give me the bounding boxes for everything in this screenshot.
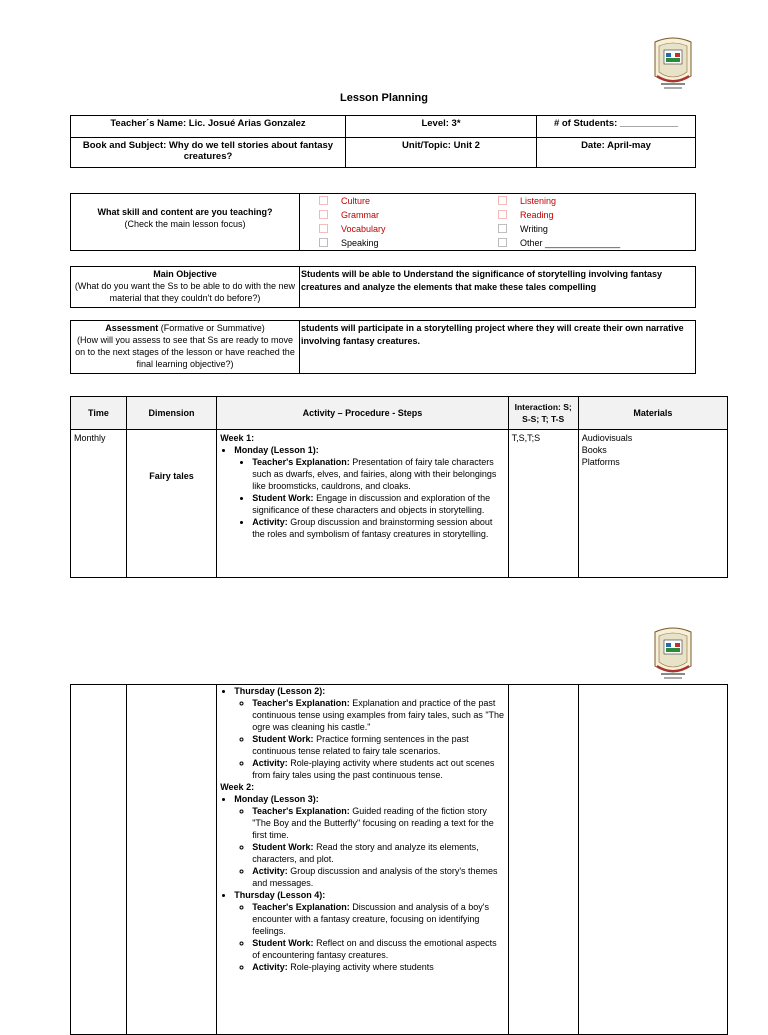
objective-text: Students will be able to Understand the significance of storytelling involving fantasy creatures and analyze the elements that make these tales compelling <box>301 269 663 292</box>
materials-cell: Audiovisuals Books Platforms <box>578 430 727 578</box>
checkbox-other[interactable]: ⃞ Other _______________ <box>498 238 621 248</box>
col-dimension: Dimension <box>126 397 216 430</box>
col-activity: Activity – Procedure - Steps <box>217 397 508 430</box>
checkbox-reading[interactable]: ⃞ Reading <box>498 210 554 220</box>
col-interaction: Interaction: S; S-S; T; T-S <box>508 397 578 430</box>
unit-topic: Unit/Topic: Unit 2 <box>346 138 537 168</box>
assessment-label: Assessment <box>105 323 159 333</box>
activity-table-continued <box>70 684 728 1035</box>
assessment-text: students will participate in a storytelling project where they will create their own narrative involving fantasy creatures. <box>301 323 684 346</box>
page-title: Lesson Planning <box>339 92 428 104</box>
skill-focus-box <box>70 193 696 251</box>
teacher-name: Teacher´s Name: Lic. Josué Arias Gonzalez <box>71 116 346 138</box>
table-row <box>71 685 728 1035</box>
assessment-box: Assessment (Formative or Summative) (How will you assess to see that Ss are ready to move on to the next stages of the lesson or have reached the final learning objective?) students will participate in a storytelling project where they will create their own narrative involving fantasy creatures. <box>70 320 696 374</box>
checkbox-vocabulary[interactable]: ⃞ Vocabulary <box>319 224 386 234</box>
checkbox-writing[interactable]: ⃞ Writing <box>498 224 548 234</box>
objective-label: Main Objective <box>153 269 217 279</box>
objective-hint: (What do you want the Ss to be able to do with the new material that they couldn't do before?) <box>74 281 296 303</box>
col-materials: Materials <box>578 397 727 430</box>
assessment-hint: (How will you assess to see that Ss are ready to move on to the next stages of the lesson or have reached the final learning objective?) <box>75 335 295 369</box>
interaction-cell: T,S,T;S <box>508 430 578 578</box>
time-cell: Monthly <box>71 430 127 578</box>
activity-table <box>70 396 728 578</box>
book-subject: Book and Subject: Why do we tell stories about fantasy creatures? <box>71 138 346 168</box>
checkbox-listening[interactable]: ⃞ Listening <box>498 196 557 206</box>
level: Level: 3* <box>346 116 537 138</box>
dimension-cell: Fairy tales <box>126 430 216 578</box>
table-row <box>71 430 728 578</box>
header-table <box>70 115 696 168</box>
school-seal-logo-2 <box>651 626 695 682</box>
activity-cell: Week 1: • Monday (Lesson 1): • Teacher's Explanation: Presentation of fairy tale characters such as dwarfs, elves, and fairies, along with their belongings like broomsticks, cauldrons, and cloaks. • Student Work: Engage in discussion and exploration of the significance of these characters and objects in storytelling. • Activity: Group discussion and brainstorming session about the roles and symbolism of fantasy creatures in storytelling. <box>217 430 508 578</box>
skill-question: What skill and content are you teaching? (Check the main lesson focus) <box>97 207 273 229</box>
col-time: Time <box>71 397 127 430</box>
school-seal-logo <box>651 36 695 92</box>
main-objective-box <box>70 266 696 308</box>
checkbox-culture[interactable]: ⃞ Culture <box>319 196 371 206</box>
date: Date: April-may <box>537 138 696 168</box>
activity-cell-continued: • Thursday (Lesson 2): ◦ Teacher's Explanation: Explanation and practice of the past continuous tense using examples from fairy tales, such as "The ogre was cleaning his castle." ◦ Student Work: Practice forming sentences in the past continuous tense related to fairy tale scenarios. ◦ Activity: Role-playing activity where students act out scenes from fairy tales using the past continuous tense. Week 2: • Monday (Lesson 3): ◦ Teacher's Explanation: Guided reading of the fiction story "The Boy and the Butterfly" focusing on reading a text for the first time. ◦ Student Work: Read the story and analyze its elements, characters, and plot. ◦ Activity: Group discussion and analysis of the story's themes and messages. • Thursday (Lesson 4): ◦ Teacher's Explanation: Discussion and analysis of a boy's encounter with a fantasy creature, focusing on identifying feelings. ◦ Student Work: Reflect on and discuss the emotional aspects of encountering fantasy creatures. ◦ Activity: Role-playing activity where students <box>217 685 508 1035</box>
students-count: # of Students: ___________ <box>537 116 696 138</box>
checkbox-speaking[interactable]: ⃞ Speaking <box>319 238 379 248</box>
checkbox-grammar[interactable]: ⃞ Grammar <box>319 210 379 220</box>
